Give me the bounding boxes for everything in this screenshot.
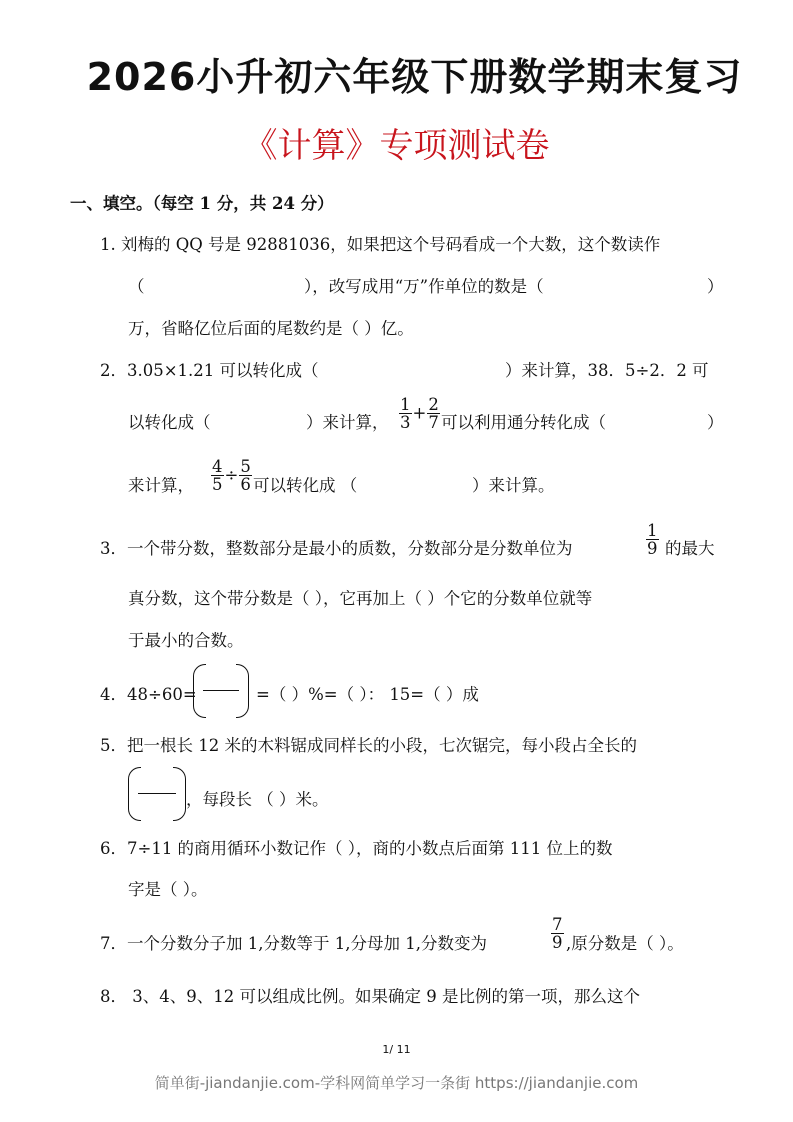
fraction-two-sevenths — [427, 396, 440, 432]
q4-line-a: 4．48÷60= — [100, 685, 197, 704]
fraction-blank-box — [128, 767, 186, 819]
q5-line-2: ，每段长 （ ）米。 — [186, 790, 329, 809]
q3-line-3: 于最小的合数。 — [128, 631, 244, 650]
fraction-five-sixths — [239, 458, 252, 494]
q1-line-2b: ），改写成用“万”作单位的数是（ — [304, 277, 544, 296]
q2-line-1b: ）来计算，38．5÷2．2 可 — [505, 361, 709, 380]
plus-sign: + — [412, 403, 427, 423]
q3-line-1a: 3．一个带分数，整数部分是最小的质数，分数部分是分数单位为 — [100, 539, 573, 558]
q7-line-b: ,原分数是（ ）。 — [566, 934, 684, 953]
q1-line-2a: （ — [128, 277, 145, 296]
page-number: 1/ 11 — [382, 1043, 411, 1056]
q2-line-1a: 2．3.05×1.21 可以转化成（ — [100, 361, 319, 380]
q3-line-2: 真分数，这个带分数是（ ），它再加上（ ）个它的分数单位就等 — [128, 589, 593, 608]
numerator: 2 — [428, 395, 439, 414]
q8-line-1: 8． 3、4、9、12 可以组成比例。如果确定 9 是比例的第一项，那么这个 — [100, 987, 640, 1006]
q2-line-3a: 来计算， — [128, 476, 194, 495]
fraction-seven-ninths — [551, 916, 564, 952]
q2-line-2a: 以转化成（ — [128, 413, 211, 432]
numerator: 1 — [647, 521, 658, 540]
fraction-one-third — [399, 396, 412, 432]
numerator: 5 — [240, 457, 251, 476]
q5-line-1: 5．把一根长 12 米的木料锯成同样长的小段，七次锯完，每小段占全长的 — [100, 736, 637, 755]
q1-line-1: 1. 刘梅的 QQ 号是 92881036，如果把这个号码看成一个大数，这个数读作 — [100, 235, 661, 254]
q3-line-1b: 的最大 — [665, 539, 715, 558]
document-title: 2026小升初六年级下册数学期末复习 — [86, 55, 743, 99]
denominator: 7 — [428, 413, 439, 433]
section-heading: 一、填空。（每空 1 分，共 24 分） — [70, 194, 334, 213]
denominator: 6 — [240, 475, 251, 495]
q4-line-b: =（ ）%=（ ）： 15=（ ）成 — [256, 685, 479, 704]
q2-line-2b: ）来计算， — [306, 413, 389, 432]
q6-line-1: 6．7÷11 的商用循环小数记作（ ），商的小数点后面第 111 位上的数 — [100, 839, 613, 858]
denominator: 5 — [212, 475, 223, 495]
denominator: 9 — [552, 933, 563, 953]
fraction-blank-box — [193, 664, 249, 716]
footer-watermark: 简单街-jiandanjie.com-学科网简单学习一条街 https://jiandanjie.com — [154, 1074, 639, 1092]
numerator: 4 — [212, 457, 223, 476]
q2-line-2d: ） — [707, 413, 724, 432]
q6-line-2: 字是（ ）。 — [128, 880, 208, 899]
q2-line-3c: ）来计算。 — [472, 476, 555, 495]
q2-fraction-sum — [398, 396, 441, 432]
q3-fraction — [645, 522, 660, 558]
q1-line-3: 万，省略亿位后面的尾数约是（ ）亿。 — [128, 319, 414, 338]
denominator: 3 — [400, 413, 411, 433]
numerator: 7 — [552, 915, 563, 934]
q7-line-a: 7．一个分数分子加 1,分数等于 1,分母加 1,分数变为 — [100, 934, 487, 953]
q7-fraction — [550, 916, 565, 952]
q2-line-3b: 可以转化成 （ — [253, 476, 358, 495]
fraction-four-fifths — [211, 458, 224, 494]
q2-line-2c: 可以利用通分转化成（ — [441, 413, 606, 432]
q2-fraction-division — [210, 458, 253, 494]
fraction-one-ninth — [646, 522, 659, 558]
q1-line-2c: ） — [707, 277, 724, 296]
division-sign: ÷ — [224, 465, 239, 485]
document-subtitle: 《计算》专项测试卷 — [243, 126, 550, 166]
denominator: 9 — [647, 539, 658, 559]
numerator: 1 — [400, 395, 411, 414]
